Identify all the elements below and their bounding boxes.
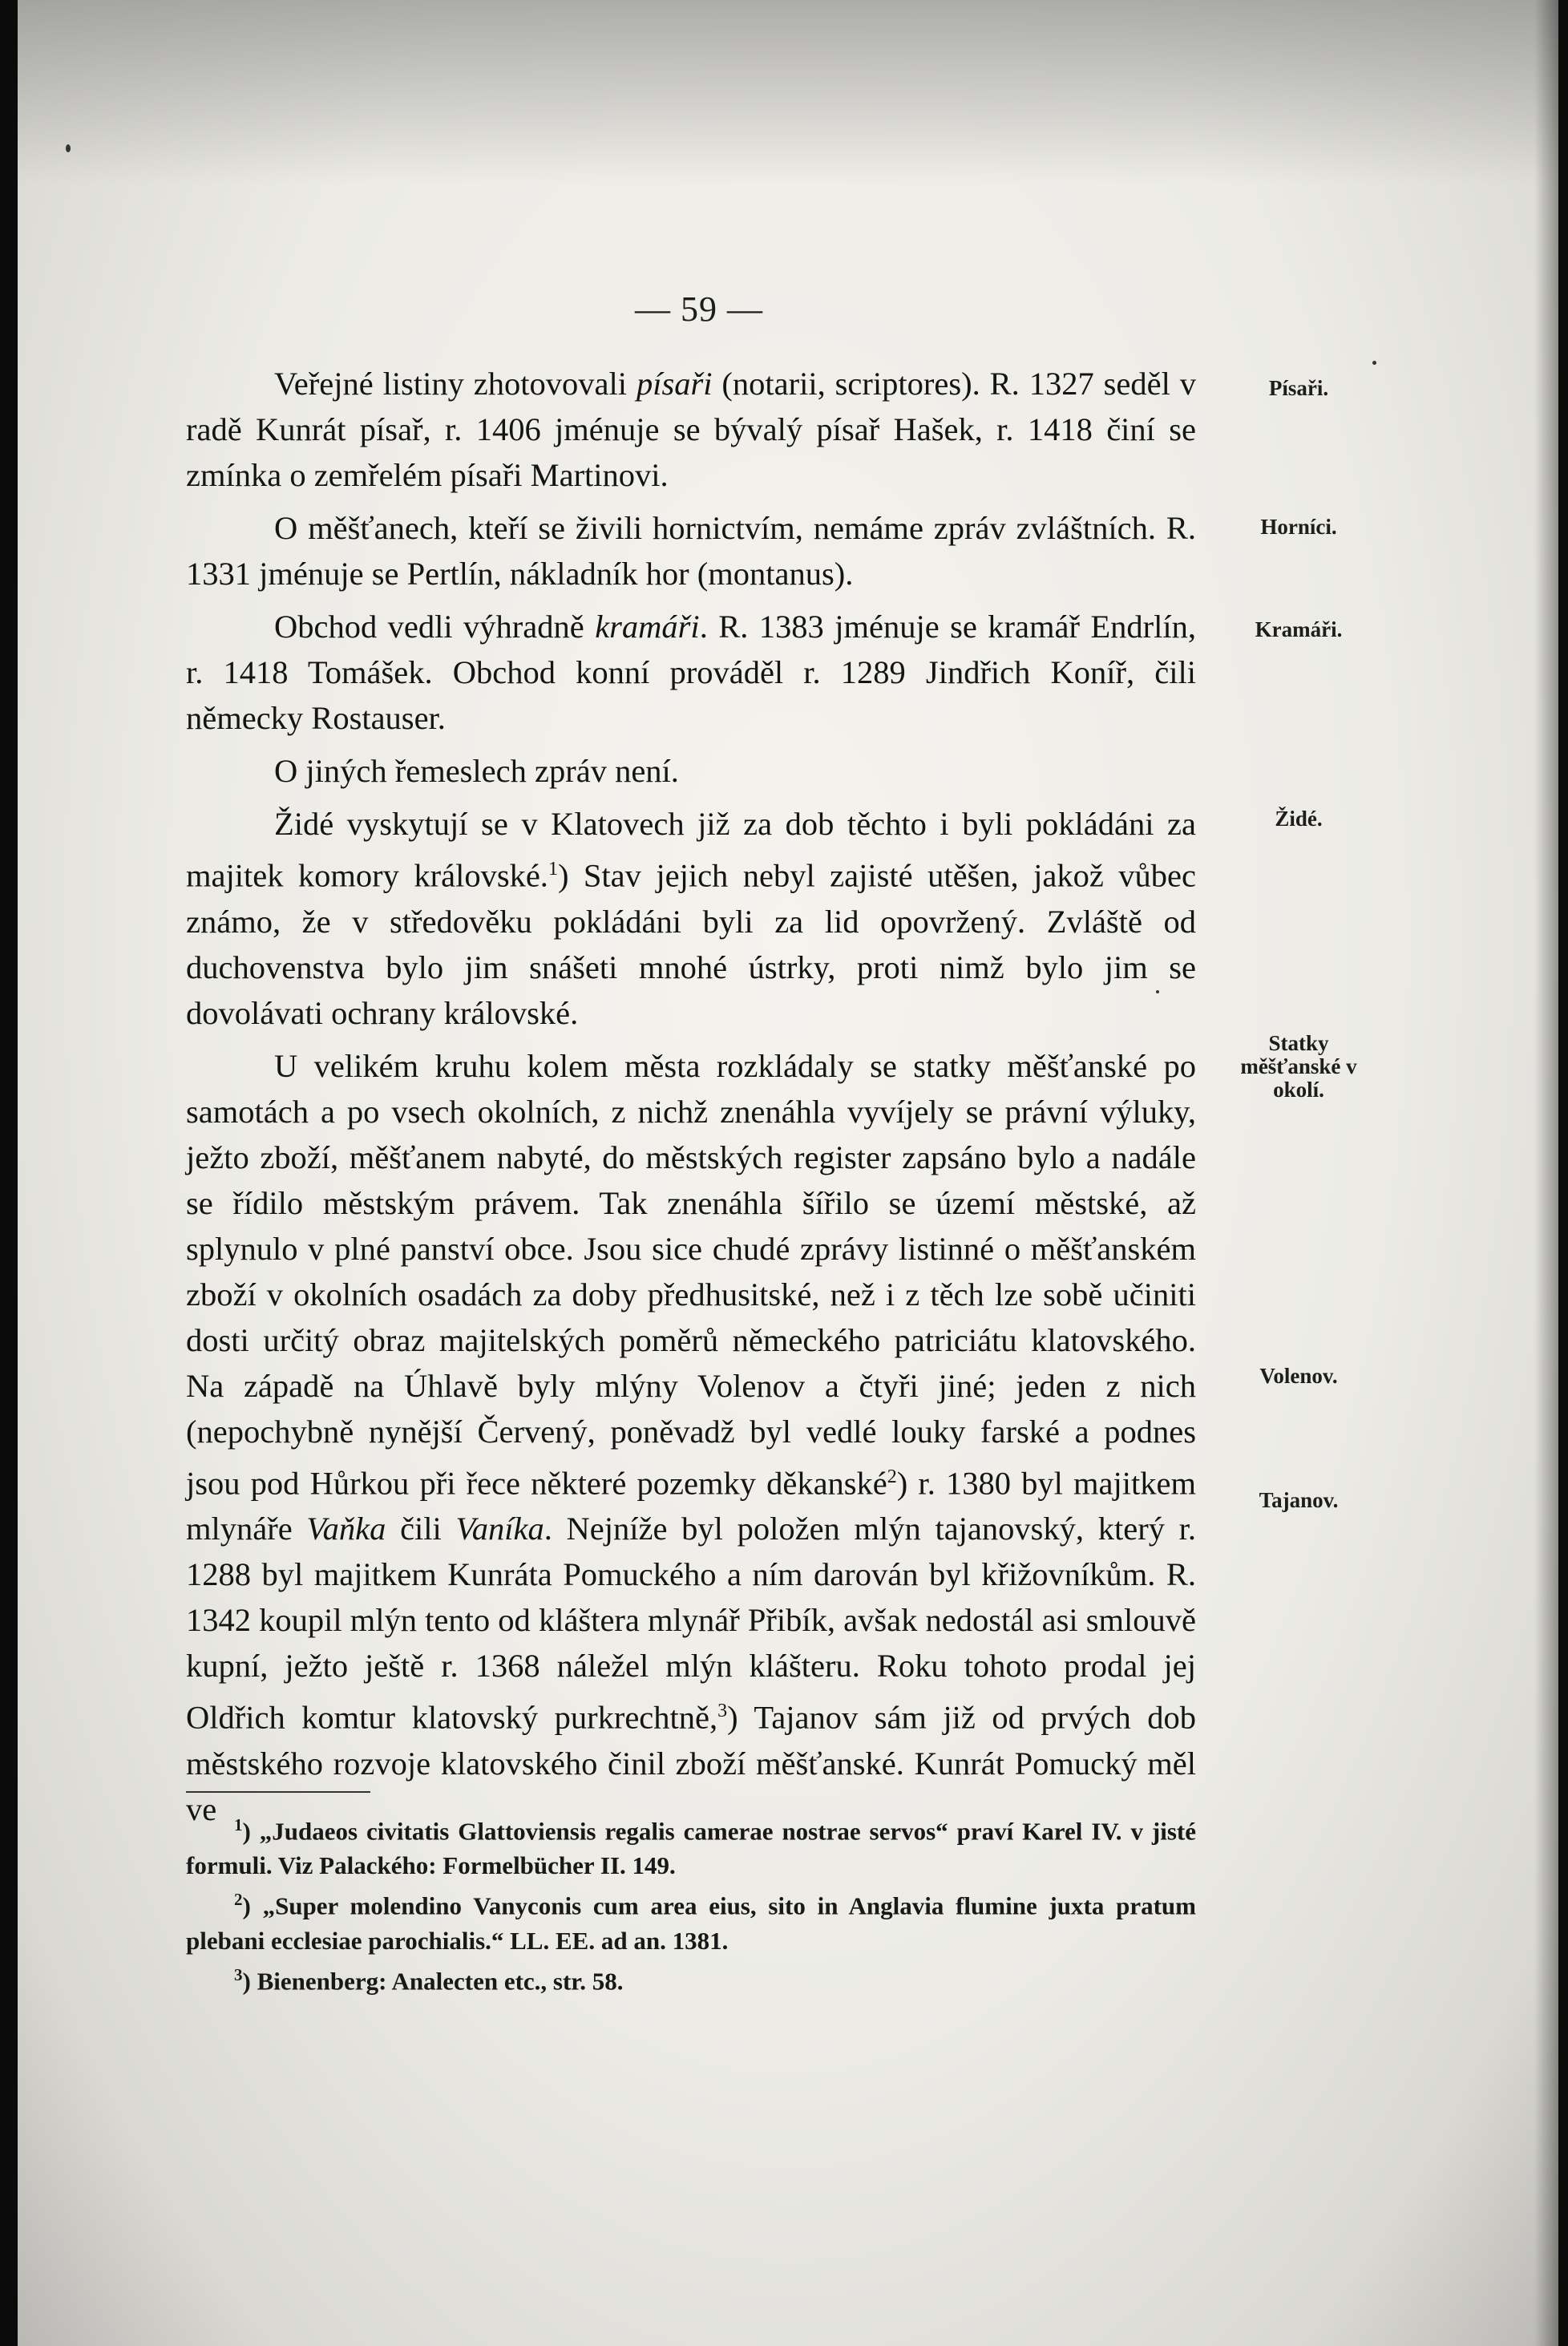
- footnote-text: ) „Judaeos civitatis Glattoviensis regalis camerae nostrae servos“ praví Karel IV. v jisté formuli. Viz Palackého: Formelbücher II. 149.: [186, 1817, 1196, 1880]
- text-run: U velikém kruhu kolem města rozkládaly se statky měšťanské po samotách a po vsech okolních, z nichž znenáhla vyvíjely se právní výluky, ježto zboží, měšťanem nabyté, do městských register zapsáno bylo a nadále se řídilo městským právem. Tak znenáhla šířilo se území městské, až splynulo v plné panství obce. Jsou sice chudé zprávy listinné o měšťanském zboží v okolních osadách za doby předhusitské, než i z těch lze sobě učiniti dosti určitý obraz majitelských poměrů německého patriciátu klatovského. Na západě na Úhlavě byly mlýny Volenov a čtyři jiné; jeden z nich (nepochybně nynější Červený, poněvadž byl vedlé louky farské a podnes jsou pod Hůrkou při řece některé pozemky děkanské: [186, 1047, 1196, 1501]
- footnote-text: ) „Super molendino Vanyconis cum area eius, sito in Anglavia flumine juxta pratum plebani ecclesiae parochialis.“ LL. EE. ad an. 1381.: [186, 1891, 1196, 1955]
- text-run: čili: [386, 1511, 456, 1547]
- paragraph-kramari: [186, 604, 1196, 741]
- footnote-3: [186, 1958, 1196, 1998]
- text-run: (notarii, scriptores). R. 1327 seděl v radě Kunrát písař, r. 1406 jménuje se bývalý písař Hašek, r. 1418 činí se zmínka o zemřelém písaři Martinovi.: [186, 366, 1197, 493]
- scan-speck: [1372, 361, 1376, 365]
- text-run: Obchod vedli výhradně: [274, 609, 596, 645]
- footnote-mark: 1: [234, 1815, 243, 1834]
- text-run: . Nejníže byl položen mlýn tajanovský, který r. 1288 byl majitkem Kunráta Pomuckého a ním darován byl křižovníkům. R. 1342 koupil mlýn tento od kláštera mlynář Přibík, avšak nedostál asi smlouvě kupní, ježto ještě r. 1368 náležel mlýn klášteru. Roku tohoto prodal jej Oldřich komtur klatovský purkrechtně,: [186, 1511, 1197, 1736]
- scanned-page: [18, 0, 1558, 2346]
- footnote-1: [186, 1808, 1196, 1883]
- text-run: Židé vyskytují se v Klatovech již za dob těchto i byli pokládáni za majitek komory královské.: [186, 806, 1196, 894]
- text-run: Veřejné listiny zhotovovali: [274, 366, 636, 402]
- footnote-2: [186, 1883, 1196, 1957]
- emphasis-term: písaři: [636, 366, 713, 402]
- footnote-ref: 3: [717, 1701, 728, 1721]
- emphasis-term: Vaníka: [455, 1511, 544, 1547]
- paragraph-pisari: [186, 361, 1196, 498]
- text-run: O měšťanech, kteří se živili hornictvím, nemáme zpráv zvláštních. R. 1331 jménuje se Pertlín, nákladník hor (montanus).: [186, 510, 1196, 592]
- margin-note-volenov: Volenov.: [1259, 1364, 1338, 1388]
- margin-note-statky: Statky měšťanské v okolí.: [1240, 1031, 1357, 1102]
- text-run: ) r. 1380 byl majitkem mlynáře: [186, 1465, 1196, 1547]
- text-run: ) Stav jejich nebyl zajisté utěšen, jakož vůbec známo, že v středověku pokládáni byli za lid opovržený. Zvláště od duchovenstva bylo jim snášeti mnohé ústrky, proti nimž bylo jim se dovolávati ochrany královské.: [186, 857, 1196, 1031]
- paragraph-remesla: [186, 748, 1196, 794]
- paragraph-zide: [186, 801, 1196, 1036]
- scan-speck: [1156, 990, 1159, 993]
- page-edge-shadow: [1534, 0, 1558, 2346]
- paragraph-statky: [186, 1043, 1196, 1832]
- margin-note-pisari: Písaři.: [1268, 376, 1329, 400]
- margin-note-zide: Židé.: [1275, 807, 1323, 831]
- footnote-text: ) Bienenberg: Analecten etc., str. 58.: [242, 1966, 624, 1995]
- page-number: — 59 —: [635, 289, 763, 329]
- footnote-ref: 2: [887, 1466, 897, 1487]
- margin-note-hornici: Horníci.: [1260, 515, 1337, 539]
- emphasis-term: kramáři: [595, 609, 700, 645]
- footnote-ref: 1: [548, 859, 558, 880]
- paragraph-hornici: [186, 505, 1196, 597]
- footnote-separator: [186, 1791, 370, 1793]
- margin-note-kramari: Kramáři.: [1255, 617, 1343, 641]
- scan-speck: [66, 144, 71, 152]
- footnote-mark: 2: [234, 1890, 243, 1910]
- margin-note-tajanov: Tajanov.: [1259, 1488, 1339, 1512]
- text-run: . R. 1383 jménuje se kramář Endrlín, r. 1418 Tomášek. Obchod konní prováděl r. 1289 Jindřich Koníř, čili německy Rostauser.: [186, 609, 1196, 736]
- footnotes: [186, 1808, 1196, 1998]
- footnote-mark: 3: [234, 1964, 243, 1984]
- body-text: [186, 361, 1196, 1839]
- emphasis-term: Vaňka: [306, 1511, 386, 1547]
- text-run: ) Tajanov sám již od prvých dob městského rozvoje klatovského činil zboží měšťanské. Kunrát Pomucký měl ve: [186, 1699, 1196, 1827]
- text-run: O jiných řemeslech zpráv není.: [274, 753, 679, 789]
